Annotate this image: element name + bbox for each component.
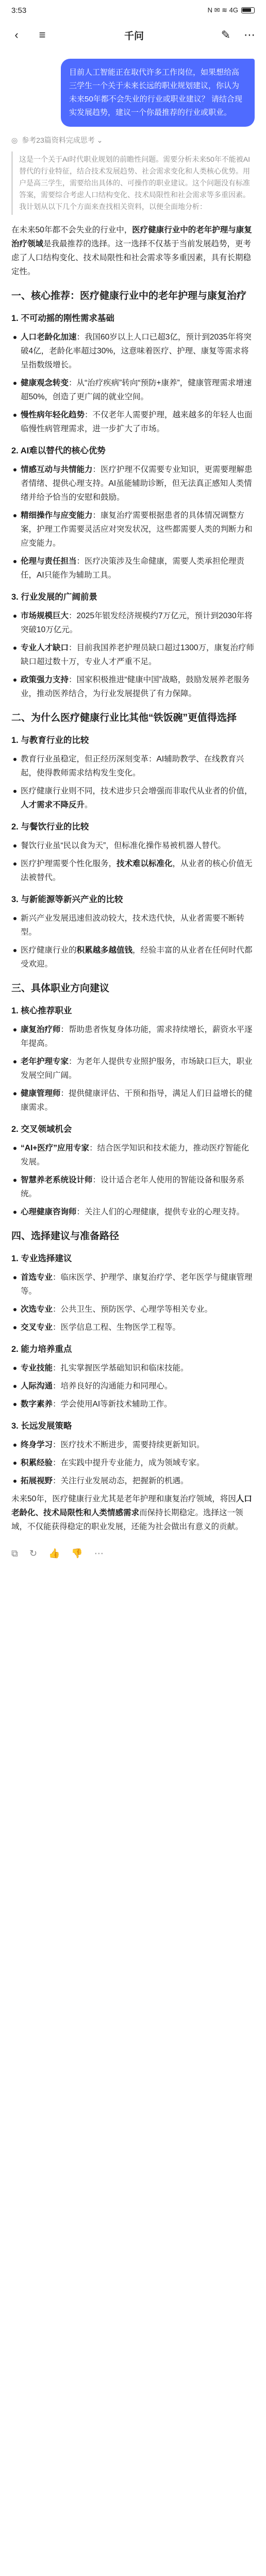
text-run: ：结合医学知识和技术能力，推动医疗智能化发展。 [21,1144,250,1166]
text-run: ：医学信息工程、生物医学工程等。 [53,1323,181,1332]
list-item [11,1205,255,1219]
list-item [11,943,255,971]
list-item [11,1055,255,1082]
chat-content [0,49,266,1564]
text-run: 医疗护理需要个性化服务， [21,859,117,868]
text-run: ：学会使用AI等新技术辅助工作。 [53,1400,172,1409]
text-run: ，从业者的核心价值无法被替代。 [21,859,253,882]
text-run: ：医疗护理不仅需要专业知识，更需要理解患者情绪、提供心理支持。AI虽能辅助诊断，但无法真正感知人类情绪并给予恰当的安慰和鼓励。 [21,465,253,502]
message-actions [11,1541,255,1564]
text-run: ：在实践中提升专业能力，成为领域专家。 [53,1459,205,1467]
bold-text: 慢性病年轻化趋势 [21,411,85,419]
text-run: ：设计适合老年人使用的智能设备和服务系统。 [21,1176,245,1198]
thumbs-down-icon[interactable]: 👎 [71,1548,83,1558]
thinking-quote: 这是一个关于AI时代职业规划的前瞻性问题。需要分析未来50年不能被AI替代的行业特征，结合技术发展趋势、社会需求变化和人类核心优势。用户是高三学生，需要给出具体的、可操作的职业建议。这个问题没有标准答案，需要综合考虑人口结构变化、技术局限性和社会需求等多重因素。 我计划从以下几个方面来查找相关资料，以便全面地分析： [11,151,255,215]
bold-text: 精细操作与应变能力 [21,511,93,520]
list-item [11,609,255,637]
bullet-list [11,1023,255,1114]
subsection-heading: 2. 交叉领域机会 [11,1125,72,1134]
text-run: 餐饮行业虽“民以食为天”，但标准化操作易被机器人替代。 [21,841,226,850]
list-item [11,839,255,853]
subsection-heading: 1. 与教育行业的比较 [11,736,89,745]
more-actions-icon[interactable]: ⋯ [94,1548,104,1558]
text-run: ：不仅老年人需要护理，越来越多的年轻人也面临慢性病管理需求，进一步扩大了市场。 [21,411,253,433]
list-item [11,1023,255,1050]
subsection-heading: 2. 与餐饮行业的比较 [11,822,89,832]
list-item [11,673,255,701]
list-item [11,509,255,550]
list-item [11,784,255,812]
status-bar [0,0,266,21]
menu-icon[interactable]: ≡ [39,28,46,41]
bold-text: 心理健康咨询师 [21,1208,77,1216]
text-run: ：从“治疗疾病”转向“预防+康养”，健康管理需求增速超50%，创造了更广阔的就业空间。 [21,379,252,401]
bullet-list [11,839,255,885]
user-message: 目前人工智能正在取代许多工作岗位，如果想给高三学生一个关于未来长远的职业规划建议，你认为未来50年都不会失业的行业或职业建议？ 请结合现实发展趋势，建议一个你最推荐的行业或职业。 [61,59,255,127]
text-run: ：帮助患者恢复身体功能，需求持续增长，薪资水平逐年提高。 [21,1025,253,1048]
list-item [11,463,255,504]
text-run: 医疗健康行业则不同，技术进步只会增强而非取代从业者的价值， [21,787,253,795]
bold-text: 人才需求不降反升 [21,801,85,809]
bullet-list [11,330,255,436]
text-run: ：临床医学、护理学、康复治疗学、老年医学与健康管理等。 [21,1273,253,1296]
text-run: 新兴产业发展迅速但波动较大，技术迭代快，从业者需要不断转型。 [21,914,245,937]
list-item [11,857,255,885]
list-item [11,752,255,780]
nav-bar [0,21,266,49]
text-run: ：目前我国养老护理员缺口超过1300万，康复治疗师缺口超过数十万，专业人才严重不足。 [21,643,254,666]
text-run: ：关注行业发展动态，把握新的机遇。 [53,1477,189,1485]
list-item [11,1173,255,1201]
page-title: 千问 [124,30,144,42]
status-time: 3:53 [11,6,27,15]
text-run: ：医疗决策涉及生命健康，需要人类承担伦理责任，AI只能作为辅助工具。 [21,557,245,580]
status-icons [208,6,255,14]
list-item [11,1474,255,1488]
bold-text: 技术难以标准化 [117,859,173,868]
status-indicators: N ✉ ≋ 4G [207,6,238,14]
text-run: ：我国60岁以上人口已超3亿，预计到2035年将突破4亿，老龄化率超过30%，这意味着医疗、护理、康复等需求将呈指数级增长。 [21,333,252,369]
bold-text: 专业技能 [21,1364,53,1372]
text-run: ：提供健康评估、干预和指导，满足人们日益增长的健康需求。 [21,1089,253,1112]
list-item [11,408,255,436]
text-run: ：康复治疗需要根据患者的具体情况调整方案，护理工作需要灵活应对突发状况，这些都需要人类的判断力和应变能力。 [21,511,253,548]
copy-icon[interactable]: ⧉ [11,1548,18,1558]
references-label: 参考23篇资料完成思考 ⌄ [22,136,103,144]
section-heading: 二、为什么医疗健康行业比其他“铁饭碗”更值得选择 [11,713,237,723]
text-run: ：2025年银发经济规模约7万亿元，预计到2030年将突破10万亿元。 [21,612,253,634]
text-run: ，经验丰富的从业者在任何时代都受欢迎。 [21,946,253,969]
bold-text: 数字素养 [21,1400,53,1409]
list-item [11,1397,255,1411]
bold-text: 积累经验 [21,1459,53,1467]
more-icon[interactable]: ⋯ [243,28,255,41]
text-run: ：关注人们的心理健康，提供专业的心理支持。 [76,1208,245,1216]
bullet-list [11,609,255,701]
bold-text: 老年护理专家 [21,1057,69,1066]
bold-text: 积累越多越值钱 [76,946,133,955]
conclusion-paragraph [11,1492,255,1534]
bold-text: 健康观念转变 [21,379,69,387]
bold-text: 情感互动与共情能力 [21,465,93,474]
bullet-list [11,463,255,582]
bold-text: 伦理与责任担当 [21,557,77,566]
references-toggle[interactable] [11,135,255,145]
bold-text: 交叉专业 [21,1323,53,1332]
regenerate-icon[interactable]: ↻ [29,1548,37,1558]
back-icon[interactable]: ‹ [14,28,19,41]
list-item [11,911,255,939]
bold-text: 终身学习 [21,1440,53,1449]
text-run: 医疗健康行业的 [21,946,77,955]
subsection-heading: 3. 与新能源等新兴产业的比较 [11,895,123,904]
list-item [11,1379,255,1393]
bold-text: 市场规模巨大 [21,612,69,620]
bold-text: 人际沟通 [21,1382,53,1391]
list-item [11,554,255,582]
list-item [11,1270,255,1298]
text-run: ：为老年人提供专业照护服务，市场缺口巨大，职业发展空间广阔。 [21,1057,253,1080]
list-item [11,1141,255,1169]
bold-text: 拓展视野 [21,1477,53,1485]
list-item [11,330,255,372]
bold-text: 医疗健康行业中的老年护理与康复治疗领域 [11,226,252,248]
text-run: ：医疗技术不断进步，需要持续更新知识。 [53,1440,205,1449]
section-heading: 四、选择建议与准备路径 [11,1231,120,1242]
bullet-list [11,1141,255,1219]
subsection-heading: 1. 核心推荐职业 [11,1006,72,1015]
text-run: 在未来50年都不会失业的行业中， [11,226,132,234]
new-chat-icon[interactable]: ✎ [221,28,231,41]
list-item [11,1302,255,1316]
text-run: 而保持长期稳定。选择这一领域，不仅能获得稳定的职业发展，还能为社会做出有意义的贡献。 [11,1509,243,1531]
bullet-list [11,1438,255,1488]
bold-text: 智慧养老系统设计师 [21,1176,93,1184]
bullet-list [11,752,255,812]
bullet-list [11,1270,255,1334]
bold-text: 健康管理师 [21,1089,61,1098]
bold-text: 首选专业 [21,1273,53,1282]
subsection-heading: 1. 不可动摇的刚性需求基础 [11,314,114,323]
text-run: ：公共卫生、预防医学、心理学等相关专业。 [53,1305,213,1314]
bold-text: “AI+医疗”应用专家 [21,1144,90,1153]
section-heading: 三、具体职业方向建议 [11,983,110,994]
list-item [11,641,255,669]
references-icon: ◎ [11,135,18,144]
text-run: ：培养良好的沟通能力和同理心。 [53,1382,173,1391]
text-run: 教育行业虽稳定，但正经历深刻变革：AI辅助教学、在线教育兴起，使得教师需求结构发生变化。 [21,755,244,777]
intro-paragraph [11,223,255,279]
bold-text: 次选专业 [21,1305,53,1314]
battery-icon [241,7,255,13]
text-run: 是我最推荐的选择。这一选择不仅基于当前发展趋势，更考虑了人口结构变化、技术局限性和社会需求等多重因素，具有长期稳定性。 [11,240,252,276]
list-item [11,1456,255,1470]
bold-text: 政策强力支持 [21,675,69,684]
text-run: ：扎实掌握医学基础知识和临床技能。 [53,1364,189,1372]
list-item [11,1087,255,1114]
subsection-heading: 3. 长远发展策略 [11,1421,72,1431]
bold-text: 人口老龄化、技术局限性和人类情感需求 [11,1495,252,1517]
bullet-list [11,911,255,971]
thumbs-up-icon[interactable]: 👍 [48,1548,60,1558]
text-run: 未来50年，医疗健康行业尤其是老年护理和康复治疗领域，将因 [11,1495,236,1503]
list-item [11,1320,255,1334]
section-heading: 一、核心推荐：医疗健康行业中的老年护理与康复治疗 [11,291,247,301]
subsection-heading: 3. 行业发展的广阔前景 [11,592,97,602]
list-item [11,376,255,404]
bold-text: 人口老龄化加速 [21,333,77,342]
text-run: 。 [85,801,93,809]
bold-text: 康复治疗师 [21,1025,61,1034]
subsection-heading: 2. 能力培养重点 [11,1345,72,1354]
list-item [11,1438,255,1452]
bullet-list [11,1361,255,1411]
subsection-heading: 2. AI难以替代的核心优势 [11,446,106,455]
subsection-heading: 1. 专业选择建议 [11,1254,72,1263]
bold-text: 专业人才缺口 [21,643,69,652]
text-run: ：国家积极推进“健康中国”战略，鼓励发展养老服务业，推动医养结合，为行业发展提供了有力保障。 [21,675,250,698]
list-item [11,1361,255,1375]
